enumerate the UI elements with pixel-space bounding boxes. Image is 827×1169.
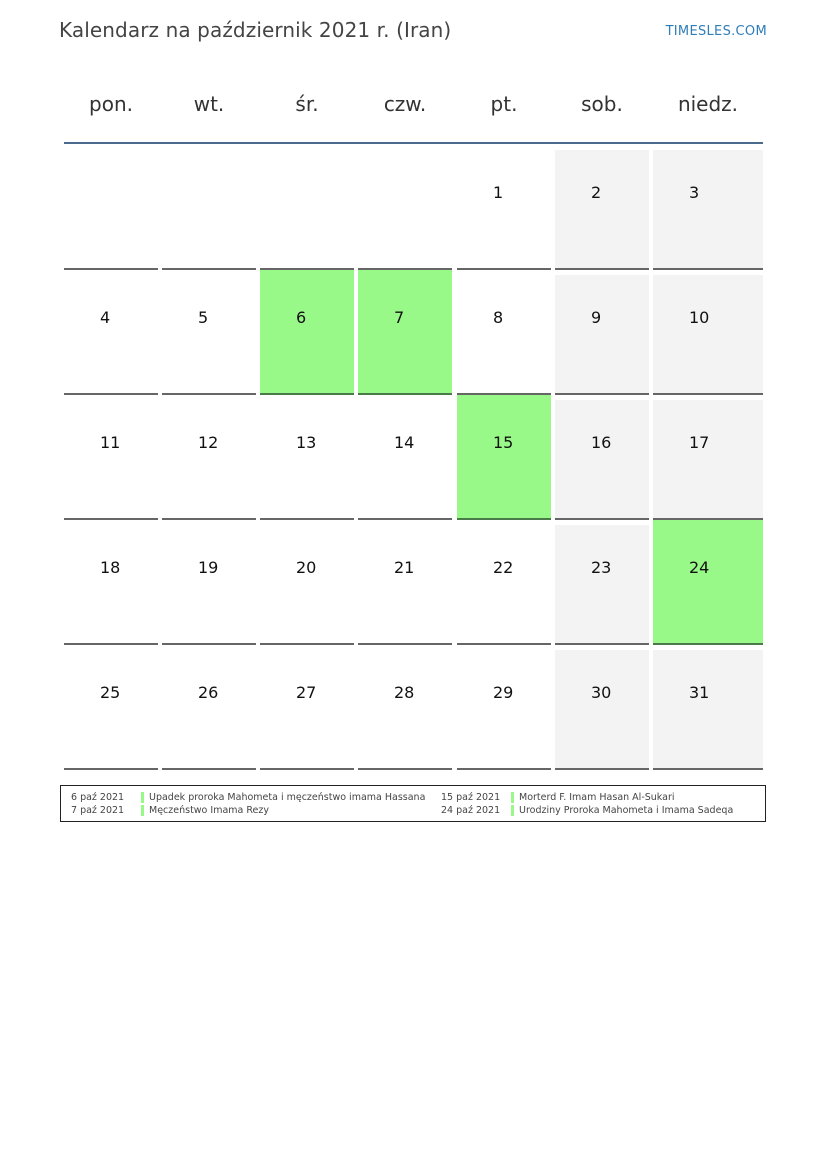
day-number: 20 <box>296 558 317 577</box>
header-rule <box>64 142 763 144</box>
day-number: 23 <box>591 558 612 577</box>
holiday-color-marker <box>141 792 144 803</box>
weekday-label: pt. <box>490 92 518 116</box>
day-cell-25[interactable] <box>64 650 158 770</box>
page-title: Kalendarz na październik 2021 r. (Iran) <box>59 18 452 42</box>
holiday-date: 15 paź 2021 <box>441 792 501 803</box>
day-cell-24[interactable] <box>653 520 763 645</box>
day-number: 18 <box>100 558 121 577</box>
holiday-name: Urodziny Proroka Mahometa i Imama Sadeqa <box>519 805 734 816</box>
day-number: 16 <box>591 433 612 452</box>
day-cell-empty <box>260 150 354 270</box>
holiday-color-marker <box>141 805 144 816</box>
day-cell-empty <box>64 150 158 270</box>
day-number: 29 <box>493 683 514 702</box>
day-cell-empty <box>358 150 452 270</box>
day-cell-empty <box>162 150 256 270</box>
day-number: 21 <box>394 558 415 577</box>
weekday-label: sob. <box>581 92 623 116</box>
day-cell-28[interactable] <box>358 650 452 770</box>
day-cell-26[interactable] <box>162 650 256 770</box>
day-cell-4[interactable] <box>64 275 158 395</box>
day-cell-2[interactable] <box>555 150 649 270</box>
day-number: 11 <box>100 433 121 452</box>
day-cell-16[interactable] <box>555 400 649 520</box>
day-cell-5[interactable] <box>162 275 256 395</box>
holiday-name: Męczeństwo Imama Rezy <box>149 805 269 816</box>
day-cell-30[interactable] <box>555 650 649 770</box>
day-cell-31[interactable] <box>653 650 763 770</box>
day-cell-13[interactable] <box>260 400 354 520</box>
holiday-date: 6 paź 2021 <box>71 792 125 803</box>
day-number: 8 <box>493 308 504 327</box>
day-number: 31 <box>689 683 710 702</box>
day-number: 2 <box>591 183 602 202</box>
day-number: 12 <box>198 433 219 452</box>
day-number: 15 <box>493 433 514 452</box>
day-cell-23[interactable] <box>555 525 649 645</box>
day-number: 4 <box>100 308 111 327</box>
day-number: 26 <box>198 683 219 702</box>
day-cell-12[interactable] <box>162 400 256 520</box>
day-cell-6[interactable] <box>260 270 354 395</box>
day-number: 22 <box>493 558 514 577</box>
day-number: 9 <box>591 308 602 327</box>
weekday-label: pon. <box>89 92 133 116</box>
day-cell-3[interactable] <box>653 150 763 270</box>
day-cell-10[interactable] <box>653 275 763 395</box>
day-cell-14[interactable] <box>358 400 452 520</box>
day-number: 27 <box>296 683 317 702</box>
day-number: 6 <box>296 308 307 327</box>
day-cell-19[interactable] <box>162 525 256 645</box>
day-number: 17 <box>689 433 710 452</box>
day-number: 10 <box>689 308 710 327</box>
day-cell-11[interactable] <box>64 400 158 520</box>
weekday-label: czw. <box>383 92 427 116</box>
day-number: 1 <box>493 183 504 202</box>
day-number: 13 <box>296 433 317 452</box>
holiday-date: 24 paź 2021 <box>441 805 501 816</box>
day-cell-29[interactable] <box>457 650 551 770</box>
day-number: 3 <box>689 183 700 202</box>
holiday-color-marker <box>511 792 514 803</box>
day-number: 14 <box>394 433 415 452</box>
holiday-name: Morterd F. Imam Hasan Al-Sukari <box>519 792 675 803</box>
day-cell-17[interactable] <box>653 400 763 520</box>
holiday-name: Upadek proroka Mahometa i męczeństwo imama Hassana <box>149 792 426 803</box>
day-cell-18[interactable] <box>64 525 158 645</box>
day-cell-9[interactable] <box>555 275 649 395</box>
day-number: 24 <box>689 558 710 577</box>
holiday-color-marker <box>511 805 514 816</box>
day-number: 5 <box>198 308 209 327</box>
day-cell-7[interactable] <box>358 270 452 395</box>
day-cell-15[interactable] <box>457 395 551 520</box>
weekday-header <box>61 80 765 142</box>
brand-link[interactable]: TIMESLES.COM <box>665 24 767 39</box>
day-cell-1[interactable] <box>457 150 551 270</box>
day-number: 30 <box>591 683 612 702</box>
day-cell-20[interactable] <box>260 525 354 645</box>
weekday-label: niedz. <box>677 92 739 116</box>
holiday-date: 7 paź 2021 <box>71 805 125 816</box>
day-number: 19 <box>198 558 219 577</box>
day-cell-21[interactable] <box>358 525 452 645</box>
day-cell-22[interactable] <box>457 525 551 645</box>
day-number: 25 <box>100 683 121 702</box>
holiday-legend <box>60 785 766 822</box>
day-number: 7 <box>394 308 405 327</box>
weekday-label: śr. <box>295 92 319 116</box>
day-number: 28 <box>394 683 415 702</box>
weekday-label: wt. <box>193 92 225 116</box>
day-cell-8[interactable] <box>457 275 551 395</box>
day-cell-27[interactable] <box>260 650 354 770</box>
